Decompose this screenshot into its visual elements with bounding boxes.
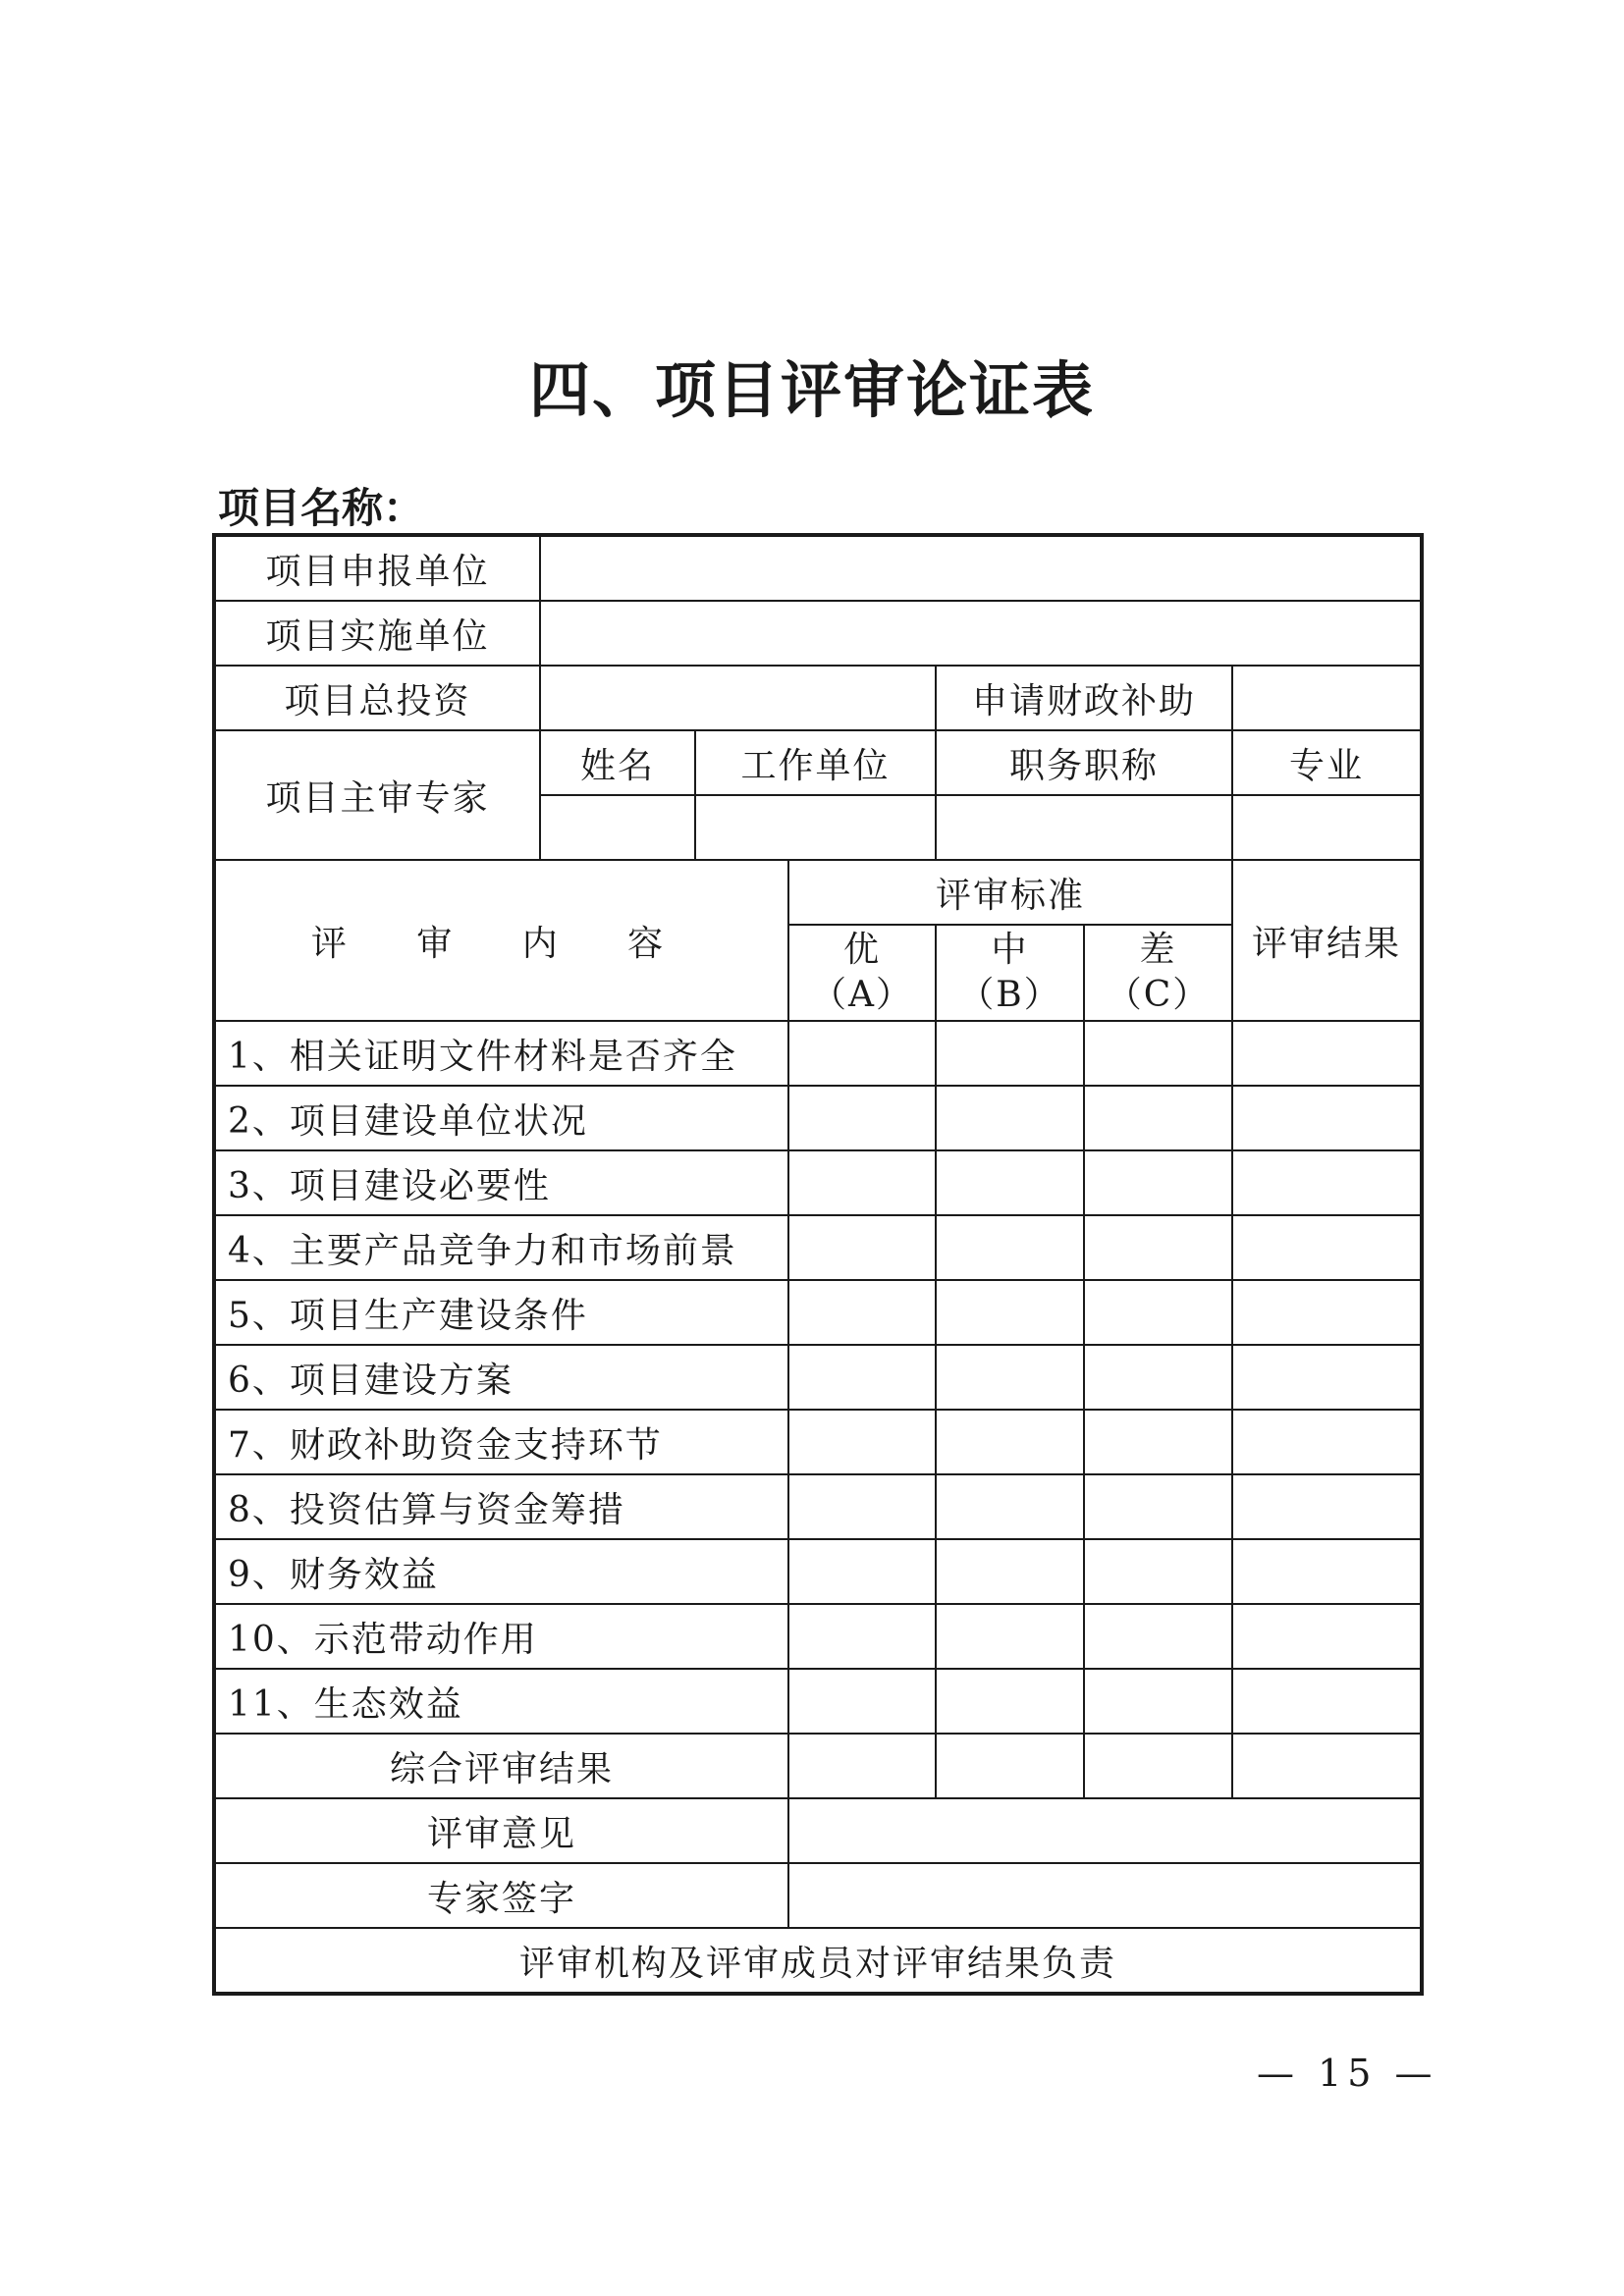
total-investment-label: 项目总投资 [214, 666, 540, 730]
review-content-header: 评 审 内 容 [214, 860, 788, 1021]
review-opinion-label: 评审意见 [214, 1798, 788, 1863]
grade-a-cell[interactable] [788, 1410, 936, 1474]
result-cell[interactable] [1232, 1410, 1422, 1474]
result-cell[interactable] [1232, 1669, 1422, 1734]
criteria-label: 8、投资估算与资金筹措 [214, 1474, 788, 1539]
row-overall-result [214, 1734, 1422, 1798]
grade-a-cell[interactable] [788, 1345, 936, 1410]
criteria-row [214, 1604, 1422, 1669]
expert-position-header: 职务职称 [936, 730, 1232, 795]
grade-a-cell[interactable] [788, 1215, 936, 1280]
row-expert-signature [214, 1863, 1422, 1928]
criteria-row [214, 1086, 1422, 1150]
grade-medium-header: 中 （B） [936, 925, 1084, 1021]
review-opinion-field[interactable] [788, 1798, 1422, 1863]
grade-excellent-header: 优 （A） [788, 925, 936, 1021]
chief-experts-label: 项目主审专家 [214, 730, 540, 860]
grade-b-cell[interactable] [936, 1150, 1084, 1215]
subsidy-request-label: 申请财政补助 [936, 666, 1232, 730]
criteria-label: 6、项目建设方案 [214, 1345, 788, 1410]
review-table [212, 533, 1424, 1996]
expert-name-header: 姓名 [540, 730, 695, 795]
page-number: — 15 — [1257, 2052, 1438, 2095]
grade-b-cell[interactable] [936, 1021, 1084, 1086]
row-implementing-unit [214, 601, 1422, 666]
result-cell[interactable] [1232, 1539, 1422, 1604]
criteria-row [214, 1539, 1422, 1604]
grade-c-cell[interactable] [1084, 1410, 1232, 1474]
criteria-label: 1、相关证明文件材料是否齐全 [214, 1021, 788, 1086]
criteria-label: 9、财务效益 [214, 1539, 788, 1604]
applicant-unit-field[interactable] [540, 535, 1422, 601]
criteria-label: 4、主要产品竞争力和市场前景 [214, 1215, 788, 1280]
overall-result-cell[interactable] [1232, 1734, 1422, 1798]
grade-c-cell[interactable] [1084, 1474, 1232, 1539]
result-cell[interactable] [1232, 1021, 1422, 1086]
result-cell[interactable] [1232, 1604, 1422, 1669]
grade-c-cell[interactable] [1084, 1604, 1232, 1669]
expert-position-field[interactable] [936, 795, 1232, 860]
grade-c-cell[interactable] [1084, 1280, 1232, 1345]
implementing-unit-field[interactable] [540, 601, 1422, 666]
criteria-row [214, 1410, 1422, 1474]
grade-a-cell[interactable] [788, 1150, 936, 1215]
criteria-row [214, 1474, 1422, 1539]
grade-a-cell[interactable] [788, 1669, 936, 1734]
row-review-opinion [214, 1798, 1422, 1863]
criteria-row [214, 1345, 1422, 1410]
expert-specialty-header: 专业 [1232, 730, 1422, 795]
result-cell[interactable] [1232, 1345, 1422, 1410]
overall-result-label: 综合评审结果 [214, 1734, 788, 1798]
applicant-unit-label: 项目申报单位 [214, 535, 540, 601]
overall-grade-c-cell[interactable] [1084, 1734, 1232, 1798]
expert-specialty-field[interactable] [1232, 795, 1422, 860]
overall-grade-a-cell[interactable] [788, 1734, 936, 1798]
expert-signature-label: 专家签字 [214, 1863, 788, 1928]
criteria-label: 11、生态效益 [214, 1669, 788, 1734]
grade-a-cell[interactable] [788, 1086, 936, 1150]
overall-grade-b-cell[interactable] [936, 1734, 1084, 1798]
subsidy-request-field[interactable] [1232, 666, 1422, 730]
row-expert-header [214, 730, 1422, 795]
criteria-row [214, 1150, 1422, 1215]
criteria-label: 3、项目建设必要性 [214, 1150, 788, 1215]
result-cell[interactable] [1232, 1215, 1422, 1280]
result-cell[interactable] [1232, 1280, 1422, 1345]
grade-a-cell[interactable] [788, 1021, 936, 1086]
criteria-label: 10、示范带动作用 [214, 1604, 788, 1669]
row-total-investment [214, 666, 1422, 730]
grade-c-cell[interactable] [1084, 1021, 1232, 1086]
result-cell[interactable] [1232, 1086, 1422, 1150]
expert-employer-header: 工作单位 [695, 730, 936, 795]
criteria-row [214, 1215, 1422, 1280]
result-cell[interactable] [1232, 1474, 1422, 1539]
criteria-row [214, 1669, 1422, 1734]
grade-b-cell[interactable] [936, 1539, 1084, 1604]
row-applicant-unit [214, 535, 1422, 601]
row-footer-note [214, 1928, 1422, 1994]
grade-a-cell[interactable] [788, 1280, 936, 1345]
page-title: 四、项目评审论证表 [528, 354, 1095, 426]
grade-b-cell[interactable] [936, 1280, 1084, 1345]
grade-c-cell[interactable] [1084, 1086, 1232, 1150]
total-investment-field[interactable] [540, 666, 936, 730]
review-result-header: 评审结果 [1232, 860, 1422, 1021]
criteria-row [214, 1021, 1422, 1086]
grade-a-cell[interactable] [788, 1474, 936, 1539]
project-name-label: 项目名称： [218, 484, 425, 532]
grade-a-cell[interactable] [788, 1604, 936, 1669]
grade-a-cell[interactable] [788, 1539, 936, 1604]
result-cell[interactable] [1232, 1150, 1422, 1215]
grade-c-cell[interactable] [1084, 1215, 1232, 1280]
grade-b-cell[interactable] [936, 1215, 1084, 1280]
grade-c-cell[interactable] [1084, 1539, 1232, 1604]
criteria-label: 2、项目建设单位状况 [214, 1086, 788, 1150]
expert-name-field[interactable] [540, 795, 695, 860]
row-criteria-header [214, 860, 1422, 925]
grade-b-cell[interactable] [936, 1086, 1084, 1150]
grade-c-cell[interactable] [1084, 1345, 1232, 1410]
expert-signature-field[interactable] [788, 1863, 1422, 1928]
grade-poor-header: 差 （C） [1084, 925, 1232, 1021]
grade-c-cell[interactable] [1084, 1669, 1232, 1734]
footer-note: 评审机构及评审成员对评审结果负责 [214, 1928, 1422, 1994]
grade-b-cell[interactable] [936, 1604, 1084, 1669]
grade-b-cell[interactable] [936, 1669, 1084, 1734]
criteria-row [214, 1280, 1422, 1345]
grade-b-cell[interactable] [936, 1474, 1084, 1539]
criteria-label: 7、财政补助资金支持环节 [214, 1410, 788, 1474]
grade-b-cell[interactable] [936, 1410, 1084, 1474]
review-standard-header: 评审标准 [788, 860, 1232, 925]
expert-employer-field[interactable] [695, 795, 936, 860]
grade-c-cell[interactable] [1084, 1150, 1232, 1215]
criteria-label: 5、项目生产建设条件 [214, 1280, 788, 1345]
grade-b-cell[interactable] [936, 1345, 1084, 1410]
implementing-unit-label: 项目实施单位 [214, 601, 540, 666]
